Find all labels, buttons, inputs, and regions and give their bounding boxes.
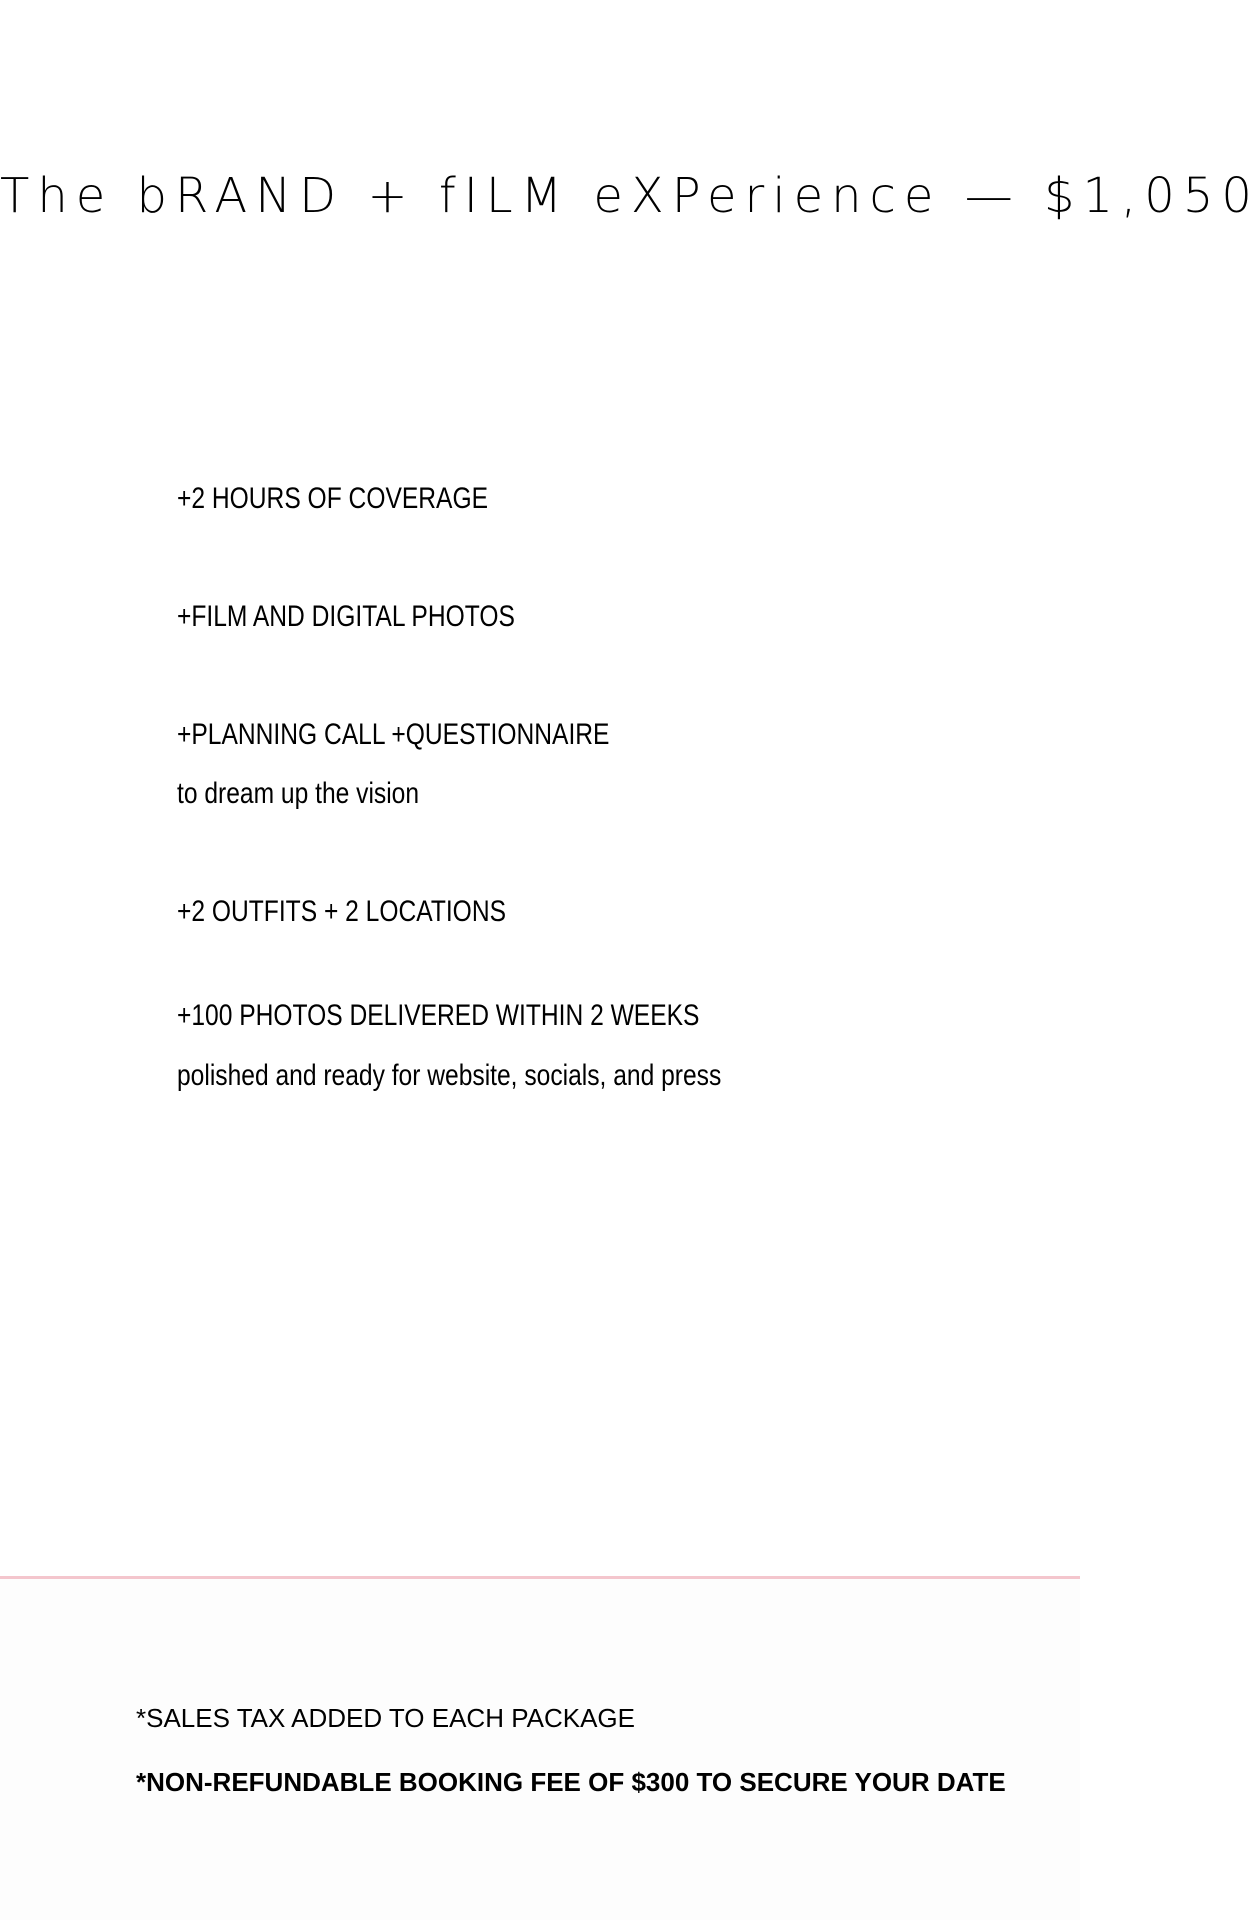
feature-photos-delivered-detail: polished and ready for website, socials, and press <box>177 1059 722 1092</box>
feature-outfits-locations: +2 OUTFITS + 2 LOCATIONS <box>177 895 506 928</box>
booking-fee-note: *NON-REFUNDABLE BOOKING FEE OF $300 TO SECURE YOUR DATE <box>136 1767 1006 1797</box>
feature-film-digital: +FILM AND DIGITAL PHOTOS <box>177 600 515 633</box>
feature-coverage: +2 HOURS OF COVERAGE <box>177 482 488 515</box>
feature-photos-delivered: +100 PHOTOS DELIVERED WITHIN 2 WEEKS <box>177 999 700 1032</box>
feature-planning-call-detail: to dream up the vision <box>177 777 420 810</box>
footer-notes <box>0 1579 1080 1920</box>
feature-planning-call: +PLANNING CALL +QUESTIONNAIRE <box>177 718 610 751</box>
sales-tax-note: *SALES TAX ADDED TO EACH PACKAGE <box>136 1703 635 1733</box>
package-title: The bRAND + fILM eXPerience — $1,050 <box>0 168 1260 224</box>
